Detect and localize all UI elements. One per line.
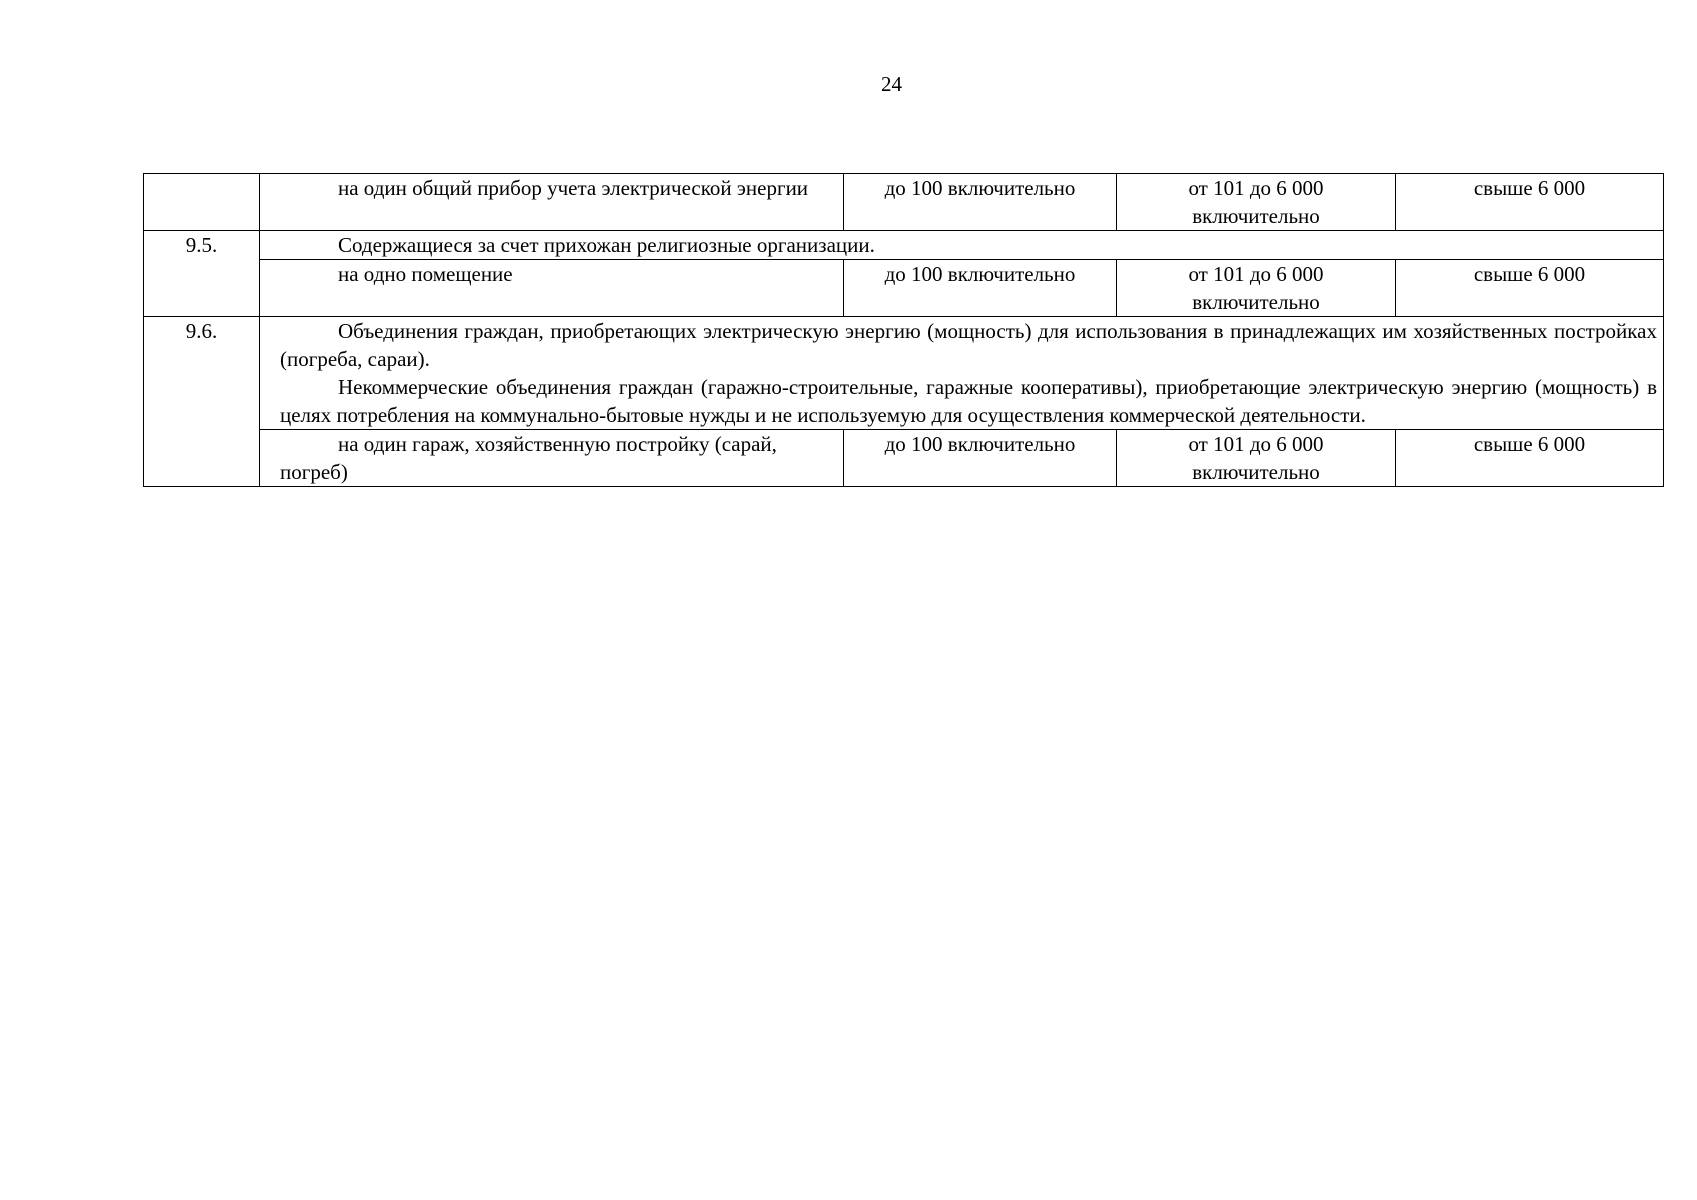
description-text: на один гараж, хозяйственную постройку (сарай, погреб) [280, 432, 777, 484]
row-number: 9.5. [144, 231, 260, 317]
table-row [144, 174, 1664, 231]
section-heading-text: Содержащиеся за счет прихожан религиозные организации. [338, 233, 875, 257]
row-description [260, 430, 844, 487]
section-heading [260, 317, 1664, 430]
row-number: 9.6. [144, 317, 260, 487]
table-row [144, 231, 1664, 260]
table-row [144, 260, 1664, 317]
description-text: на один общий прибор учета электрической энергии [338, 176, 809, 200]
tariff-table [143, 173, 1664, 487]
range-low: до 100 включительно [844, 430, 1117, 487]
section-paragraph-1: Объединения граждан, приобретающих электрическую энергию (мощность) для использования в принадлежащих им хозяйственных постройках (погреба, сараи). [280, 319, 1657, 371]
row-description [260, 260, 844, 317]
range-low: до 100 включительно [844, 174, 1117, 231]
range-mid: от 101 до 6 000 включительно [1117, 174, 1396, 231]
table-row [144, 430, 1664, 487]
row-description [260, 174, 844, 231]
range-mid: от 101 до 6 000 включительно [1117, 260, 1396, 317]
range-low: до 100 включительно [844, 260, 1117, 317]
range-high: свыше 6 000 [1396, 174, 1664, 231]
range-mid: от 101 до 6 000 включительно [1117, 430, 1396, 487]
page-number: 24 [881, 72, 902, 96]
range-high: свыше 6 000 [1396, 430, 1664, 487]
description-text: на одно помещение [338, 262, 513, 286]
range-high: свыше 6 000 [1396, 260, 1664, 317]
table-row [144, 317, 1664, 430]
row-number [144, 174, 260, 231]
section-paragraph-2: Некоммерческие объединения граждан (гаражно-строительные, гаражные кооперативы), приобретающие электрическую энергию (мощность) в целях потребления на коммунально-бытовые нужды и не используемую для осуществления коммерческой деятельности. [280, 375, 1657, 427]
section-heading [260, 231, 1664, 260]
